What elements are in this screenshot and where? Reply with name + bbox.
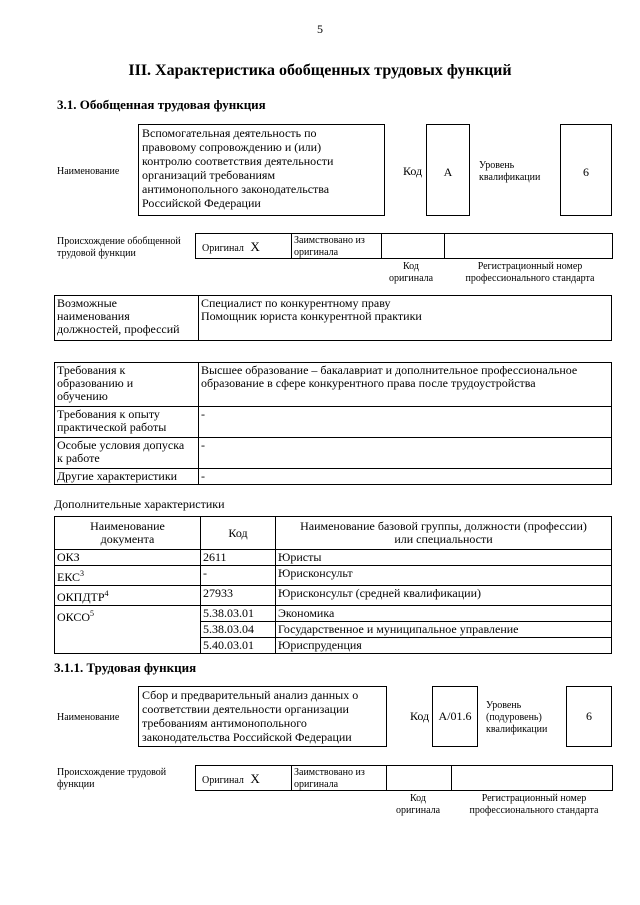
header-doc-1: Наименование	[90, 519, 165, 533]
gtf-heading: 3.1. Обобщенная трудовая функция	[57, 97, 266, 112]
row-name: Юриспруденция	[276, 638, 612, 654]
requirements-table	[54, 362, 612, 485]
divider	[381, 234, 382, 258]
tf-orig-code-2: оригинала	[395, 805, 441, 816]
footnote-mark: 5	[90, 609, 95, 618]
row-name: Экономика	[276, 606, 612, 622]
req-exp-1: Требования к опыту	[57, 407, 160, 421]
table-row	[55, 566, 612, 586]
gtf-name-line: организаций требованиям	[142, 168, 276, 182]
other-value: -	[199, 469, 612, 485]
tf-level-1: Уровень	[486, 700, 522, 711]
gtf-original-label: Оригинал	[202, 243, 244, 254]
footnote-mark: 3	[80, 569, 85, 578]
tf-original-mark: Х	[250, 771, 260, 786]
req-edu-label	[55, 363, 199, 407]
gtf-name-line: антимонопольного законодательства	[142, 182, 330, 196]
gtf-origin-label	[57, 236, 181, 260]
row-code: -	[201, 566, 276, 586]
tf-orig-code-1: Код	[410, 793, 426, 804]
gtf-reg-2: профессионального стандарта	[465, 273, 595, 284]
footnote-mark: 4	[104, 589, 109, 598]
gtf-level-box	[560, 124, 612, 216]
tf-level-box	[566, 686, 612, 747]
tf-borrowed	[294, 767, 365, 791]
tf-borrowed-2: оригинала	[294, 779, 339, 790]
position-item: Специалист по конкурентному праву	[201, 296, 391, 310]
divider	[386, 766, 387, 790]
table-row	[55, 550, 612, 566]
gtf-borrowed	[294, 235, 365, 259]
row-doc-text: ОКСО	[57, 610, 91, 624]
positions-label-1: Возможные	[57, 296, 117, 310]
gtf-reg-caption	[446, 261, 614, 285]
gtf-origin-label-2: трудовой функции	[57, 248, 136, 259]
tf-reg-caption	[454, 793, 614, 817]
row-doc-text: ОКЗ	[57, 550, 80, 564]
divider	[444, 234, 445, 258]
row-code: 5.38.03.04	[201, 622, 276, 638]
gtf-original-mark: Х	[250, 239, 260, 254]
req-edu-2: образованию и	[57, 376, 134, 390]
gtf-level-label-2: квалификации	[479, 172, 541, 183]
gtf-name-line: контролю соответствия деятельности	[142, 154, 334, 168]
tf-original-label: Оригинал	[202, 775, 244, 786]
tf-orig-code-caption	[386, 793, 450, 817]
divider	[291, 766, 292, 790]
header-doc-2: документа	[100, 532, 155, 546]
tf-reg-2: профессионального стандарта	[469, 805, 599, 816]
special-2: к работе	[57, 451, 100, 465]
row-doc	[55, 606, 201, 654]
gtf-reg-1: Регистрационный номер	[477, 261, 583, 272]
tf-code-box	[432, 686, 478, 747]
positions-label	[55, 296, 199, 341]
row-code: 5.38.03.01	[201, 606, 276, 622]
row-name: Государственное и муниципальное управление	[276, 622, 612, 638]
row-doc-text: ОКПДТР	[57, 590, 105, 604]
positions-value	[199, 296, 612, 341]
row-name: Юрисконсульт	[276, 566, 612, 586]
req-exp-value: -	[199, 407, 612, 438]
req-edu-value-2: образование в сфере конкурентного права после трудоустройства	[201, 376, 536, 390]
gtf-level: 6	[583, 165, 589, 179]
tf-origin-1: Происхождение трудовой	[57, 767, 167, 778]
req-exp-2: практической работы	[57, 420, 167, 434]
gtf-level-label	[479, 160, 540, 184]
tf-name-label: Наименование	[57, 712, 120, 723]
row-code: 27933	[201, 586, 276, 606]
tf-name-line: Сбор и предварительный анализ данных о	[142, 688, 359, 702]
req-exp-label	[55, 407, 199, 438]
gtf-code-box	[426, 124, 470, 216]
req-edu-3: обучению	[57, 389, 108, 403]
special-1: Особые условия допуска	[57, 438, 185, 452]
position-item: Помощник юриста конкурентной практики	[201, 309, 422, 323]
tf-origin-2: функции	[57, 779, 95, 790]
gtf-name-line: правовому сопровождению и (или)	[142, 140, 322, 154]
row-code: 5.40.03.01	[201, 638, 276, 654]
tf-name-line: законодательства Российской Федерации	[142, 730, 352, 744]
divider	[291, 234, 292, 258]
other-label: Другие характеристики	[55, 469, 199, 485]
tf-code: А/01.6	[438, 709, 472, 723]
gtf-orig-code-caption	[380, 261, 442, 285]
header-name-1: Наименование базовой группы, должности (профессии)	[300, 519, 587, 533]
row-doc	[55, 586, 201, 606]
special-value: -	[199, 438, 612, 469]
additional-table	[54, 516, 612, 654]
table-row	[55, 606, 612, 622]
gtf-orig-code-2: оригинала	[388, 273, 434, 284]
gtf-name-line: Российской Федерации	[142, 196, 261, 210]
gtf-level-label-1: Уровень	[479, 160, 515, 171]
tf-level-3: квалификации	[486, 724, 548, 735]
row-name: Юрисконсульт (средней квалификации)	[276, 586, 612, 606]
row-doc-text: ЕКС	[57, 570, 81, 584]
tf-level: 6	[586, 709, 592, 723]
gtf-original	[202, 241, 260, 255]
section-title: III. Характеристика обобщенных трудовых функций	[128, 62, 512, 79]
table-row	[55, 586, 612, 606]
row-code: 2611	[201, 550, 276, 566]
tf-name-line: соответствии деятельности организации	[142, 702, 349, 716]
gtf-code-label: Код	[403, 164, 423, 178]
row-doc	[55, 550, 201, 566]
tf-original	[202, 773, 260, 787]
gtf-origin-label-1: Происхождение обобщенной	[57, 236, 181, 247]
tf-level-2: (подуровень)	[486, 712, 542, 723]
header-code: Код	[201, 517, 276, 550]
tf-name-line: требованиям антимонопольного	[142, 716, 307, 730]
gtf-borrowed-1: Заимствовано из	[294, 235, 365, 246]
req-edu-1: Требования к	[57, 363, 126, 377]
tf-reg-1: Регистрационный номер	[481, 793, 587, 804]
row-doc	[55, 566, 201, 586]
page-number: 5	[317, 22, 323, 36]
gtf-name-box	[138, 124, 385, 216]
gtf-name-line: Вспомогательная деятельность по	[142, 126, 317, 140]
tf-origin-label	[57, 767, 166, 791]
req-edu-value-1: Высшее образование – бакалавриат и дополнительное профессиональное	[201, 363, 578, 377]
additional-title: Дополнительные характеристики	[54, 497, 225, 511]
tf-name-box	[138, 686, 387, 747]
positions-table	[54, 295, 612, 341]
positions-label-2: наименования	[57, 309, 130, 323]
gtf-code: А	[443, 165, 453, 179]
tf-heading: 3.1.1. Трудовая функция	[54, 660, 197, 675]
req-edu-value	[199, 363, 612, 407]
positions-label-3: должностей, профессий	[57, 322, 180, 336]
row-name: Юристы	[276, 550, 612, 566]
tf-level-label	[486, 700, 547, 736]
divider	[451, 766, 452, 790]
gtf-name-label: Наименование	[57, 166, 120, 177]
header-doc	[55, 517, 201, 550]
header-name-2: или специальности	[394, 532, 493, 546]
tf-borrowed-1: Заимствовано из	[294, 767, 365, 778]
gtf-origin-box	[195, 233, 613, 259]
tf-code-label: Код	[410, 709, 430, 723]
tf-origin-box	[195, 765, 613, 791]
special-label	[55, 438, 199, 469]
gtf-borrowed-2: оригинала	[294, 247, 339, 258]
gtf-orig-code-1: Код	[403, 261, 419, 272]
header-name	[276, 517, 612, 550]
